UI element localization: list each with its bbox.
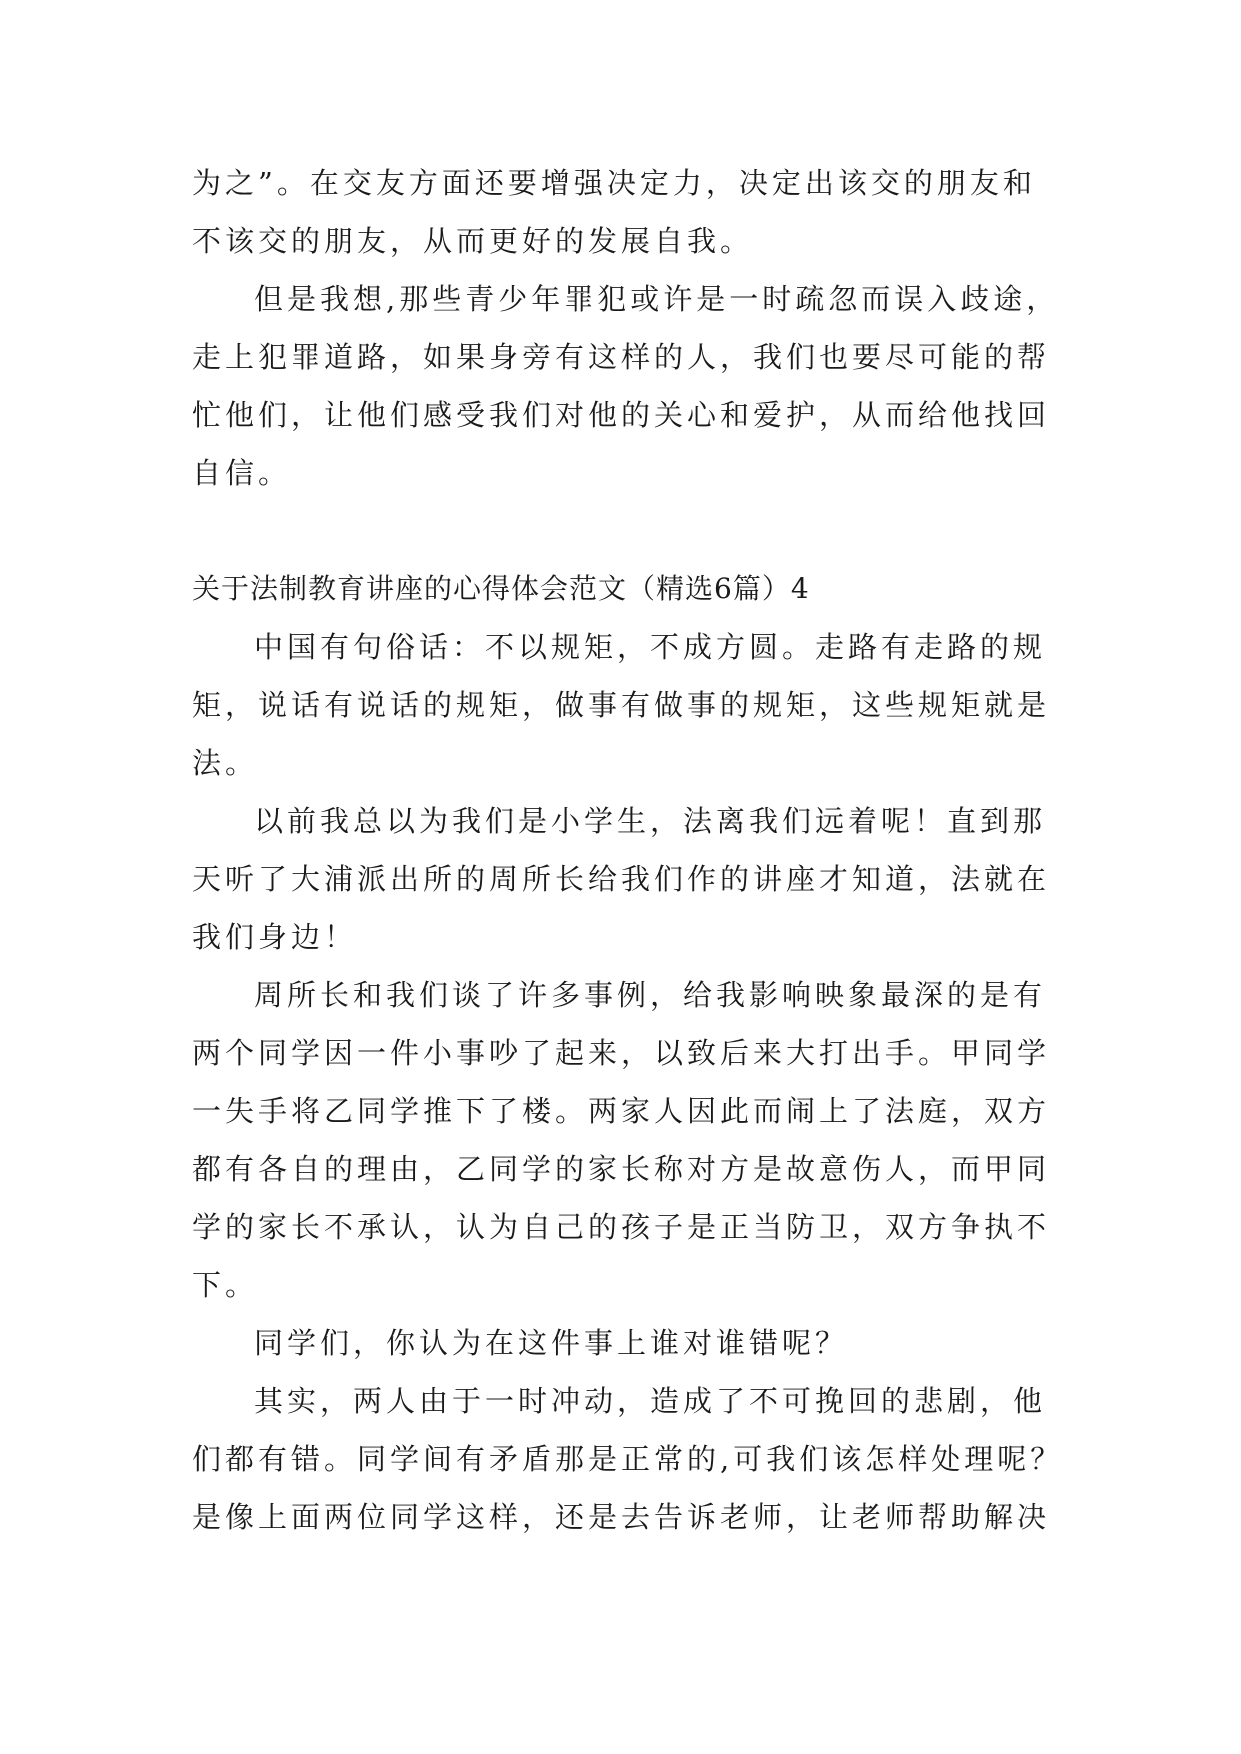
paragraph-line: 学的家长不承认，认为自己的孩子是正当防卫，双方争执不 [192, 1210, 1051, 1244]
paragraph-line: 法。 [192, 746, 259, 780]
paragraph-line: 忙他们，让他们感受我们对他的关心和爱护，从而给他找回 [192, 398, 1051, 432]
paragraph-line: 我们身边！ [192, 920, 358, 954]
paragraph-line: 周所长和我们谈了许多事例，给我影响映象最深的是有 [254, 978, 1047, 1012]
paragraph-line: 以前我总以为我们是小学生，法离我们远着呢！直到那 [254, 804, 1047, 838]
paragraph-line: 其实，两人由于一时冲动，造成了不可挽回的悲剧，他 [254, 1384, 1047, 1418]
paragraph-line: 一失手将乙同学推下了楼。两家人因此而闹上了法庭，双方 [192, 1094, 1051, 1128]
paragraph-line: 自信。 [192, 456, 292, 490]
paragraph-line: 但是我想,那些青少年罪犯或许是一时疏忽而误入歧途， [254, 282, 1060, 316]
paragraph-line: 走上犯罪道路，如果身旁有这样的人，我们也要尽可能的帮 [192, 340, 1051, 374]
paragraph-line: 同学们，你认为在这件事上谁对谁错呢？ [254, 1326, 849, 1360]
paragraph-line: 们都有错。同学间有矛盾那是正常的,可我们该怎样处理呢？ [192, 1442, 1064, 1476]
paragraph-line: 下。 [192, 1268, 259, 1302]
paragraph-line: 不该交的朋友，从而更好的发展自我。 [192, 224, 754, 258]
paragraph-line: 两个同学因一件小事吵了起来，以致后来大打出手。甲同学 [192, 1036, 1051, 1070]
section-title: 关于法制教育讲座的心得体会范文（精选6篇）4 [192, 572, 810, 605]
paragraph-line: 是像上面两位同学这样，还是去告诉老师，让老师帮助解决 [192, 1500, 1051, 1534]
paragraph-line: 中国有句俗话：不以规矩，不成方圆。走路有走路的规 [254, 630, 1047, 664]
paragraph-line: 天听了大浦派出所的周所长给我们作的讲座才知道，法就在 [192, 862, 1051, 896]
paragraph-line: 为之”。在交友方面还要增强决定力，决定出该交的朋友和 [192, 166, 1036, 200]
paragraph-line: 都有各自的理由，乙同学的家长称对方是故意伤人，而甲同 [192, 1152, 1051, 1186]
paragraph-line: 矩，说话有说话的规矩，做事有做事的规矩，这些规矩就是 [192, 688, 1051, 722]
